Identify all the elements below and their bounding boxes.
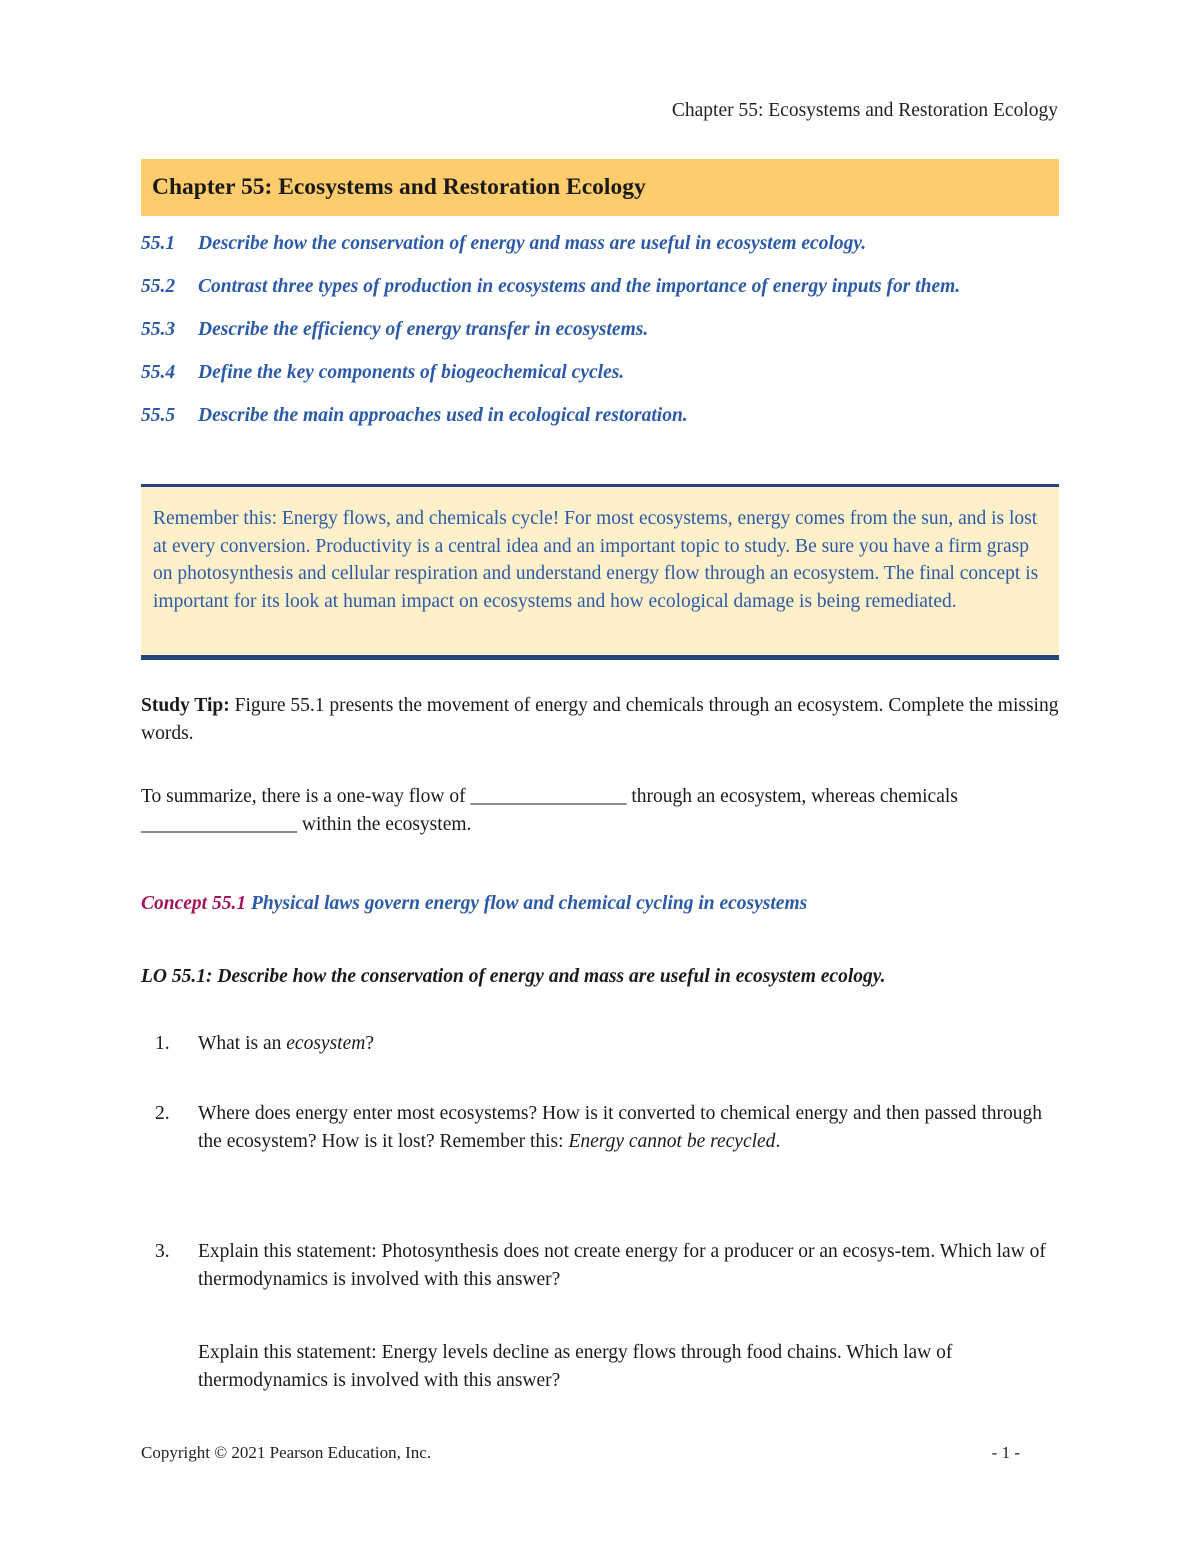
summary-part3: within the ecosystem. bbox=[301, 813, 472, 835]
question-2-emphasis: Energy cannot be recycled bbox=[568, 1130, 776, 1152]
chapter-title-bar bbox=[141, 159, 1059, 216]
objective-number: 55.5 bbox=[141, 405, 176, 426]
concept-label: Concept 55.1 bbox=[141, 893, 247, 914]
objective-number: 55.3 bbox=[141, 319, 176, 340]
question-number: 2. bbox=[155, 1103, 170, 1124]
question-text bbox=[198, 1030, 1061, 1058]
question-text: Explain this statement: Photosynthesis does not create energy for a producer or an ecosys-tem. Which law of thermodynamics is involved with this answer? bbox=[198, 1241, 1046, 1290]
objective-item bbox=[141, 273, 1063, 300]
study-tip bbox=[141, 692, 1061, 747]
question-number: 1. bbox=[155, 1033, 170, 1054]
study-tip-text: Figure 55.1 presents the movement of energy and chemicals through an ecosystem. Complete the missing words. bbox=[141, 695, 1059, 744]
page-number: - 1 - bbox=[991, 1443, 1020, 1462]
question-number: 3. bbox=[155, 1241, 170, 1262]
question-2-body: Where does energy enter most ecosystems? How is it converted to chemical energy and then passed through the ecosystem? How is it lost? Remember this: bbox=[198, 1103, 1043, 1152]
question-3-followup: Explain this statement: Energy levels decline as energy flows through food chains. Which law of thermodynamics is involved with this answer? bbox=[198, 1342, 953, 1391]
learning-objective-heading: LO 55.1: Describe how the conservation of energy and mass are useful in ecosystem ecology. bbox=[141, 966, 886, 987]
remember-text: Remember this: Energy flows, and chemicals cycle! For most ecosystems, energy comes from the sun, and is lost at every conversion. Productivity is a central idea and an important topic to study. Be sure you have a firm grasp on photosynthesis and cellular respiration and understand energy flow through an ecosystem. The final concept is important for its look at human impact on ecosystems and how ecological damage is being remediated. bbox=[153, 508, 1039, 612]
concept-heading bbox=[141, 893, 807, 915]
objective-text: Define the key components of biogeochemical cycles. bbox=[198, 362, 625, 383]
question-text bbox=[198, 1100, 1061, 1155]
objective-number: 55.2 bbox=[141, 276, 176, 297]
objective-text: Contrast three types of production in ecosystems and the importance of energy inputs for them. bbox=[198, 276, 961, 297]
question-1-prefix: What is an bbox=[198, 1033, 282, 1054]
question-1 bbox=[141, 1030, 1061, 1058]
objective-text: Describe how the conservation of energy and mass are useful in ecosystem ecology. bbox=[198, 233, 867, 254]
objective-number: 55.4 bbox=[141, 362, 176, 383]
fill-blank-chemicals[interactable]: ________________ bbox=[141, 813, 297, 835]
question-3 bbox=[141, 1238, 1061, 1293]
objective-number: 55.1 bbox=[141, 233, 176, 254]
summary-sentence bbox=[141, 783, 1061, 838]
objective-item bbox=[141, 230, 1063, 257]
remember-this-box bbox=[141, 484, 1059, 660]
objective-item bbox=[141, 402, 1063, 429]
question-1-suffix: ? bbox=[365, 1033, 374, 1054]
chapter-title: Chapter 55: Ecosystems and Restoration Ecology bbox=[152, 174, 646, 200]
concept-title: Physical laws govern energy flow and chemical cycling in ecosystems bbox=[250, 893, 808, 914]
objective-text: Describe the efficiency of energy transfer in ecosystems. bbox=[198, 319, 649, 340]
question-1-term: ecosystem bbox=[286, 1033, 366, 1054]
running-header: Chapter 55: Ecosystems and Restoration Ecology bbox=[671, 100, 1058, 121]
question-2-end: . bbox=[775, 1130, 781, 1152]
learning-objectives-list bbox=[141, 230, 1063, 445]
objective-item bbox=[141, 359, 1063, 386]
summary-part1: To summarize, there is a one-way flow of bbox=[141, 786, 466, 807]
copyright-footer: Copyright © 2021 Pearson Education, Inc. bbox=[141, 1443, 432, 1462]
objective-text: Describe the main approaches used in ecological restoration. bbox=[198, 405, 688, 426]
study-tip-label: Study Tip: bbox=[141, 695, 230, 716]
fill-blank-energy[interactable]: ________________ bbox=[470, 786, 627, 807]
question-2 bbox=[141, 1100, 1061, 1155]
objective-item bbox=[141, 316, 1063, 343]
summary-part2: through an ecosystem, whereas chemicals bbox=[631, 786, 958, 807]
